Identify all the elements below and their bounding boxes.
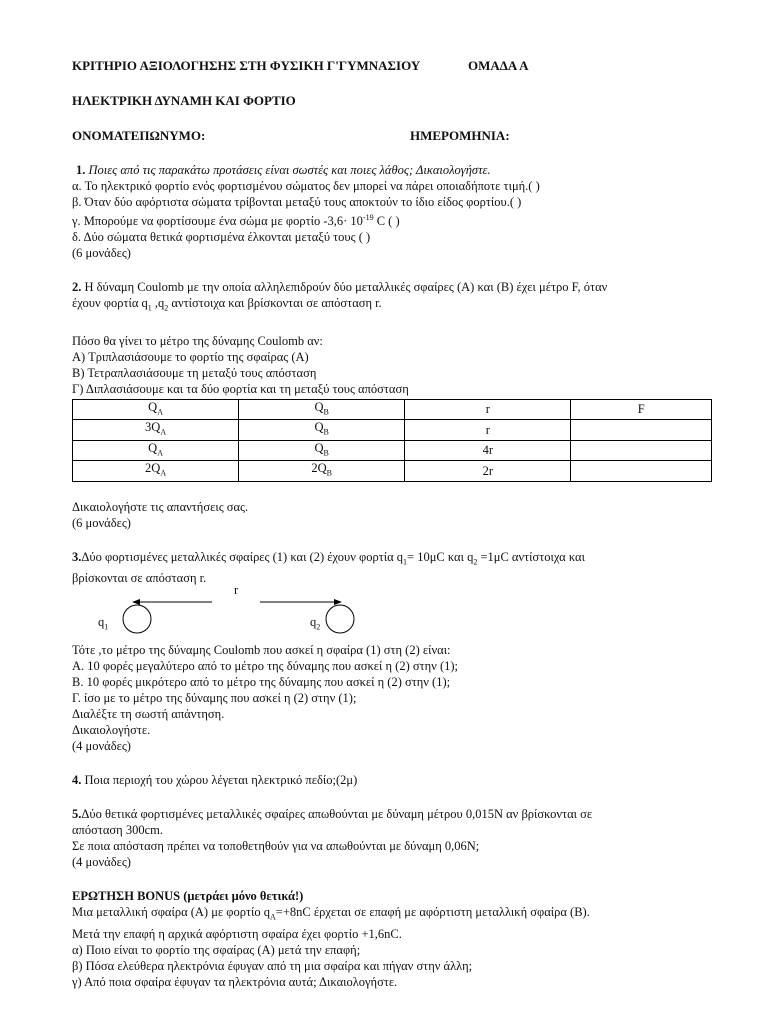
cell-r: r [405, 420, 571, 441]
bonus-part-b: β) Πόσα ελεύθερα ηλεκτρόνια έφυγαν από τη μια σφαίρα και πήγαν στην άλλη; [72, 958, 473, 973]
name-label: ΟΝΟΜΑΤΕΠΩΝΥΜΟ: [72, 128, 206, 143]
question-4: 4. Ποια περιοχή του χώρου λέγεται ηλεκτρικό πεδίο;(2μ) [72, 773, 358, 788]
cell-f [571, 440, 712, 461]
sphere-1 [123, 605, 151, 633]
exam-header [72, 58, 712, 74]
exam-subject: ΗΛΕΚΤΡΙΚΗ ΔΥΝΑΜΗ ΚΑΙ ΦΟΡΤΙΟ [72, 93, 296, 108]
cell-qb: $Q_B$ [239, 420, 405, 441]
cell-qb: $Q_B$ [239, 440, 405, 461]
q3-option-b: Β. 10 φορές μικρότερο από το μέτρο της δύναμης που ασκεί η (2) στην (1); [72, 675, 451, 690]
q2-text-2: έχουν φορτία $q_1$ $,q_2$ αντίστοιχα και βρίσκονται σε απόσταση r. [72, 296, 382, 313]
cell-qa: $2Q_A$ [73, 461, 239, 482]
q5-text-1: Δύο θετικά φορτισμένες μεταλλικές σφαίρες απωθούνται με δύναμη μέτρου 0,015Ν αν βρίσκονται σε [81, 807, 593, 822]
q1-prompt: Ποιες από τις παρακάτω προτάσεις είναι σωστές και ποιες λάθος; Δικαιολογήστε. [88, 163, 491, 177]
q1-label: $q_1$ [98, 615, 109, 632]
question-2 [72, 279, 712, 531]
exam-group: ΟΜΑΔΑ Α [468, 58, 529, 73]
exam-title: ΚΡΙΤΗΡΙΟ ΑΞΙΟΛΟΓΗΣΗΣ ΣΤΗ ΦΥΣΙΚΗ Γ'ΓΥΜΝΑΣΙΟΥ [72, 58, 421, 73]
table-row [73, 420, 712, 441]
q2-option-b: Β) Τετραπλασιάσουμε τη μεταξύ τους απόσταση [72, 365, 317, 380]
bonus-text-1: Μια μεταλλική σφαίρα (Α) με φορτίο $q_A=+8nC$ έρχεται σε επαφή με αφόρτιστη μεταλλική σφαίρα (Β). [72, 905, 590, 922]
q2-answer-table [72, 399, 712, 482]
q5-text-2: απόσταση 300cm. [72, 823, 163, 838]
cell-f [571, 420, 712, 441]
q2-option-a: Α) Τριπλασιάσουμε το φορτίο της σφαίρας (Α) [72, 349, 309, 364]
cell-qa: $Q_A$ [73, 440, 239, 461]
question-3 [72, 549, 712, 755]
table-row [73, 399, 712, 420]
q2-question: Πόσο θα γίνει το μέτρο της δύναμης Coulomb αν: [72, 333, 323, 348]
bonus-part-c: γ) Από ποια σφαίρα έφυγαν τα ηλεκτρόνια αυτά; Δικαιολογήστε. [72, 974, 398, 989]
spheres-diagram [72, 586, 712, 642]
q1-number: 1. [76, 163, 86, 177]
q3-text-2: βρίσκονται σε απόσταση r. [72, 571, 207, 586]
q2-number: 2. [72, 280, 82, 295]
q2-marks: (6 μονάδες) [72, 515, 131, 530]
q1-statement-b: β. Όταν δύο αφόρτιστα σώματα τρίβονται μεταξύ τους αποκτούν το ίδιο είδος φορτίου.( ) [72, 195, 522, 209]
q3-choose: Διαλέξτε τη σωστή απάντηση. [72, 707, 225, 722]
bonus-title: ΕΡΩΤΗΣΗ BONUS (μετράει μόνο θετικά!) [72, 889, 304, 904]
right-arrow [260, 599, 342, 605]
cell-r: r [405, 399, 571, 420]
cell-qb: $2Q_B$ [239, 461, 405, 482]
q3-option-a: Α. 10 φορές μεγαλύτερο από το μέτρο της δύναμης που ασκεί η (2) στην (1); [72, 659, 458, 674]
question-5 [72, 806, 712, 870]
q5-number: 5. [72, 807, 82, 822]
cell-qa: $3Q_A$ [73, 420, 239, 441]
cell-qb: $Q_B$ [239, 399, 405, 420]
sphere-2 [326, 605, 354, 633]
exam-page [72, 58, 712, 990]
q3-question: Τότε ,το μέτρο της δύναμης Coulomb που ασκεί η σφαίρα (1) στη (2) είναι: [72, 643, 451, 658]
q2-label: $q_2$ [310, 615, 321, 632]
q3-figure [72, 583, 712, 642]
table-row [73, 440, 712, 461]
left-arrow [132, 599, 212, 605]
bonus-text-2: Μετά την επαφή η αρχικά αφόρτιστη σφαίρα έχει φορτίο +1,6nC. [72, 926, 402, 941]
q1-marks: (6 μονάδες) [72, 246, 131, 261]
cell-f [571, 461, 712, 482]
q2-text-1: Η δύναμη Coulomb με την οποία αλληλεπιδρούν δύο μεταλλικές σφαίρες (Α) και (Β) έχει μέτρο F, όταν [81, 280, 608, 295]
q3-marks: (4 μονάδες) [72, 739, 131, 754]
q1-statement-d: δ. Δύο σώματα θετικά φορτισμένα έλκονται μεταξύ τους ( ) [72, 230, 371, 245]
bonus-part-a: α) Ποιο είναι το φορτίο της σφαίρας (Α) μετά την επαφή; [72, 942, 361, 957]
q1-statement-c: γ. Μπορούμε να φορτίσουμε ένα σώμα με φορτίο $-3,6\cdot 10^{-19}$ C ( ) [72, 213, 400, 229]
q5-text-3: Σε ποια απόσταση πρέπει να τοποθετηθούν για να απωθούνται με δύναμη 0,06Ν; [72, 839, 480, 854]
bonus-question [72, 888, 712, 990]
q2-option-c: Γ) Διπλασιάσουμε και τα δύο φορτία και τη μεταξύ τους απόσταση [72, 381, 409, 396]
date-label: ΗΜΕΡΟΜΗΝΙΑ: [410, 128, 510, 143]
table-row [73, 461, 712, 482]
question-1 [72, 162, 712, 261]
q3-text-1: 3.Δύο φορτισμένες μεταλλικές σφαίρες (1) και (2) έχουν φορτία $q_1= 10\mu C$ και $q_2 =1\mu C$ αντίστοιχα και [72, 549, 585, 567]
q3-justify: Δικαιολογήστε. [72, 723, 151, 738]
q5-marks: (4 μονάδες) [72, 855, 131, 870]
q1-statement-a: α. Το ηλεκτρικό φορτίο ενός φορτισμένου σώματος δεν μπορεί να πάρει οποιαδήποτε τιμή.( ) [72, 179, 540, 193]
cell-r: 2r [405, 461, 571, 482]
q2-justify: Δικαιολογήστε τις απαντήσεις σας. [72, 499, 249, 514]
student-info-row [72, 128, 712, 144]
cell-qa: $Q_A$ [73, 399, 239, 420]
cell-r: 4r [405, 440, 571, 461]
distance-label: r [234, 583, 239, 598]
cell-f: F [571, 399, 712, 420]
q3-option-c: Γ. ίσο με το μέτρο της δύναμης που ασκεί η (2) στην (1); [72, 691, 357, 706]
